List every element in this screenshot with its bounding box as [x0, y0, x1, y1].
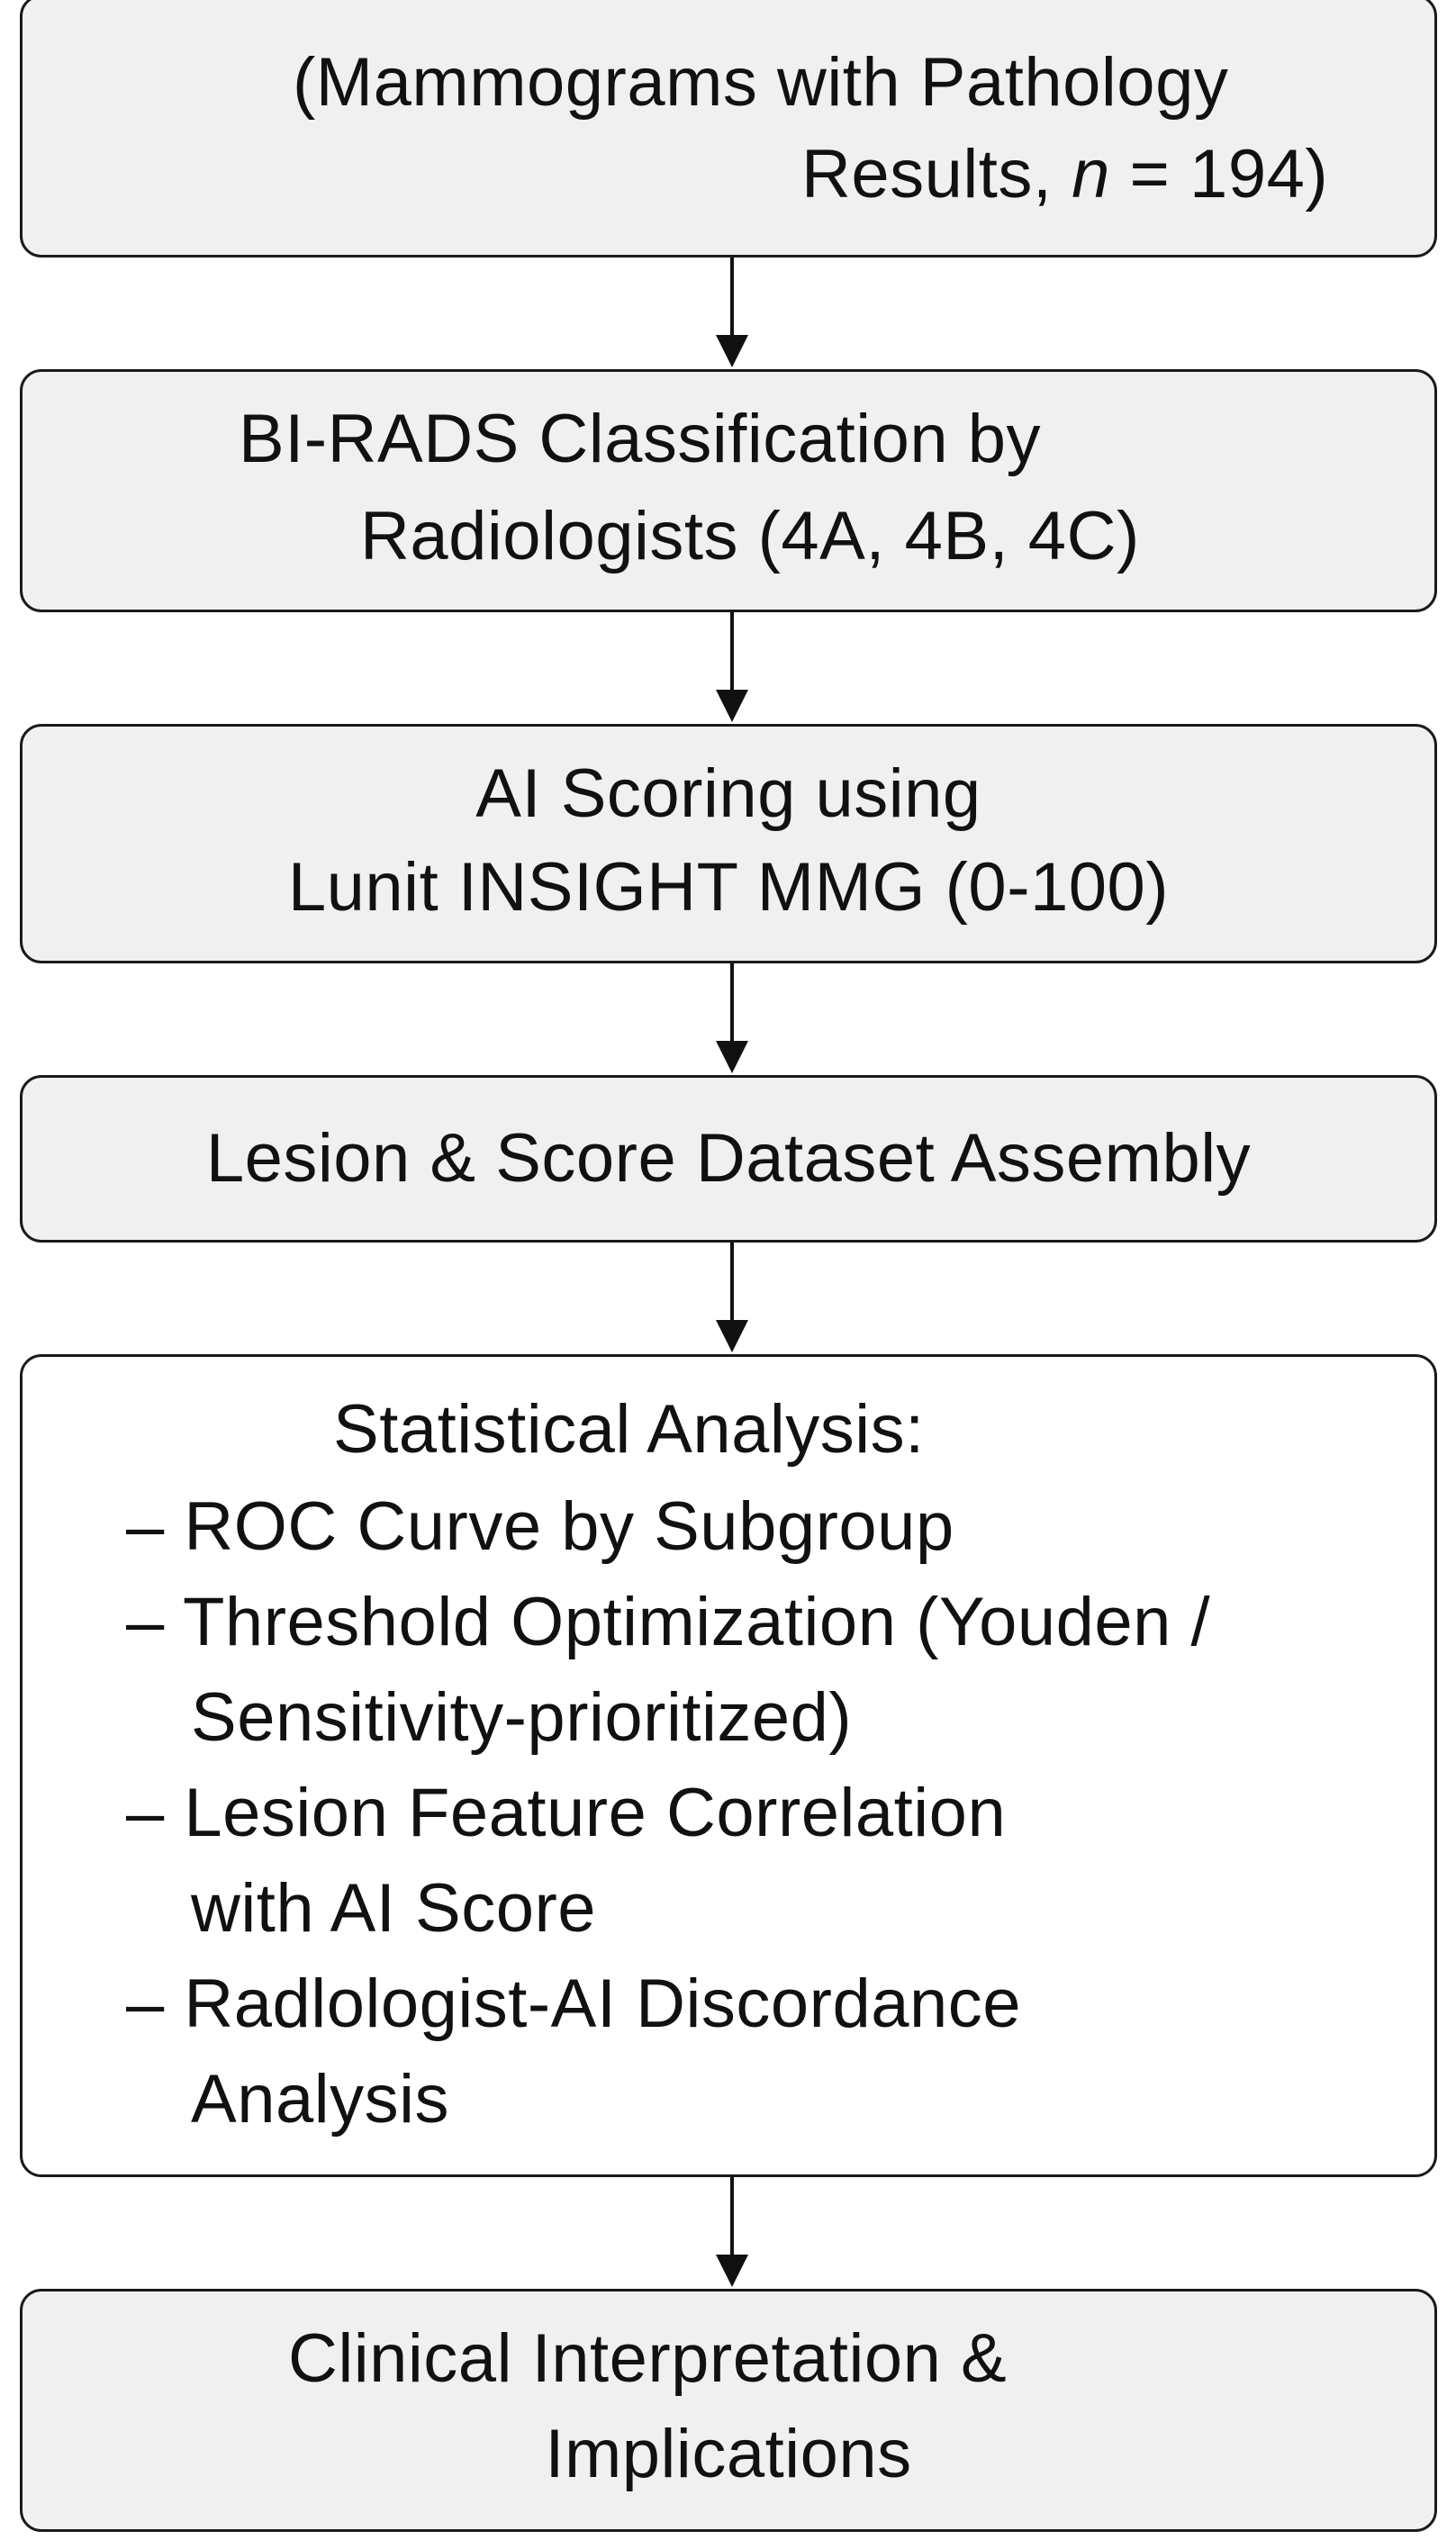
step-text-line: AI Scoring using — [475, 755, 981, 832]
step-text-line: BI-RADS Classification by — [239, 401, 1041, 477]
arrow-down-icon — [716, 690, 748, 722]
analysis-item-continuation: with AI Score — [191, 1870, 597, 1947]
analysis-item: – Lesion Feature Correlation — [126, 1775, 1007, 1851]
step-box-birads — [20, 369, 1437, 612]
step-box-clinical-interpretation — [20, 2289, 1437, 2532]
step-text-line: Implications — [545, 2416, 912, 2492]
flow-connector — [730, 963, 734, 1041]
step-box-ai-scoring — [20, 724, 1437, 963]
step-box-statistical-analysis — [20, 1354, 1437, 2177]
analysis-item: – Radlologist-AI Discordance — [126, 1966, 1022, 2042]
flow-connector — [730, 1243, 734, 1320]
step-text-line: (Mammograms with Pathology — [293, 44, 1229, 121]
analysis-item-continuation: Sensitivity-prioritized) — [191, 1679, 853, 1756]
analysis-item-continuation: Analysis — [191, 2061, 449, 2138]
step-text-fragment: = 194) — [1109, 136, 1329, 212]
arrow-down-icon — [716, 1041, 748, 1073]
analysis-item: – ROC Curve by Subgroup — [126, 1488, 954, 1565]
step-box-dataset — [20, 1075, 1437, 1243]
step-text-line — [801, 134, 1328, 215]
step-text-line: Clinical Interpretation & — [288, 2320, 1008, 2397]
arrow-down-icon — [716, 335, 748, 367]
flow-connector — [730, 612, 734, 690]
analysis-item: – Threshold Optimization (Youden / — [126, 1584, 1211, 1660]
arrow-down-icon — [716, 2255, 748, 2287]
step-text-fragment: Results, — [801, 136, 1072, 212]
step-text-line: Lunit INSIGHT MMG (0-100) — [287, 849, 1170, 926]
step-text-line: Radiologists (4A, 4B, 4C) — [360, 498, 1140, 574]
arrow-down-icon — [716, 1320, 748, 1352]
step-heading: Statistical Analysis: — [333, 1391, 925, 1468]
flow-connector — [730, 2177, 734, 2255]
flow-connector — [730, 258, 734, 335]
step-text-line: Lesion & Score Dataset Assembly — [205, 1120, 1252, 1197]
step-box-cohort — [20, 0, 1437, 258]
step-text-variable: n — [1072, 136, 1110, 212]
